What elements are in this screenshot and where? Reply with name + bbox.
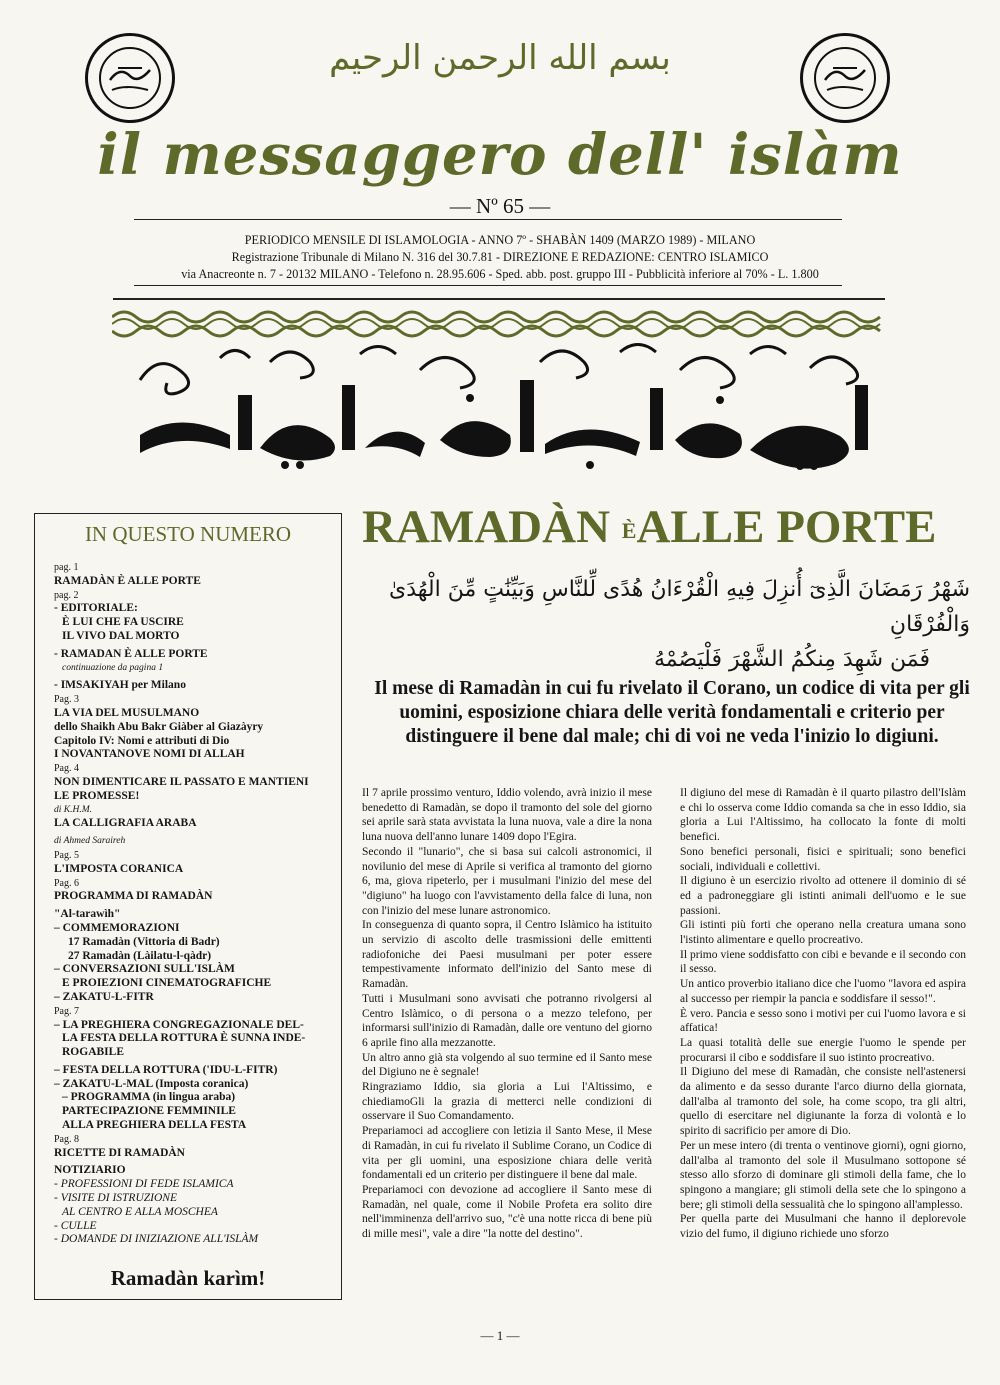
toc-box [34,513,342,1300]
toc-entry: NOTIZIARIO [54,1164,126,1177]
toc-entry: – ZAKATU-L-MAL (Imposta coranica) [54,1077,249,1090]
toc-entry: - IMSAKIYAH per Milano [54,679,186,692]
article-paragraph: Il digiuno del mese di Ramadàn è il quarto pilastro dell'Islàm e chi lo osserva come Iddio comanda sa che in esso Iddio, sia gloria a Lui l'Altissimo, ha collocato la fonte di molti benefici. [680,787,966,844]
toc-entry: RAMADÀN È ALLE PORTE [54,574,201,587]
toc-entry: LA FESTA DELLA ROTTURA È SUNNA INDE- [62,1032,306,1045]
toc-list [54,561,336,1247]
toc-entry: - VISITE DI ISTRUZIONE [54,1192,177,1205]
toc-entry: – COMMEMORAZIONI [54,921,180,934]
toc-entry: LA CALLIGRAFIA ARABA [54,817,197,830]
rule-bottom [134,285,842,286]
toc-entry: E PROIEZIONI CINEMATOGRAFICHE [62,977,272,990]
toc-entry: 17 Ramadàn (Vittoria di Badr) [68,935,220,948]
greeting: Ramadàn karìm! [110,1266,266,1290]
ramadan-kareem-calligraphy [120,340,890,475]
info-line-2: Registrazione Tribunale di Milano N. 316 del 30.7.81 - DIREZIONE E REDAZIONE: CENTRO ISLAMICO [231,250,769,264]
article-paragraph: Ringraziamo Iddio, sia gloria a Lui l'Altissimo, e chiediamoGli la grazia di metterci nelle condizioni di osservare il Suo Comandamento. [362,1081,652,1123]
article-column-2 [680,786,966,1242]
toc-entry: "Al-tarawìh" [54,908,121,921]
article-paragraph: Un antico proverbio italiano dice che l'uomo "lavora ed aspira al successo per riempir la pancia e soddisfare il sesso!". [680,978,966,1005]
toc-entry: – FESTA DELLA ROTTURA ('IDU-L-FITR) [54,1063,278,1076]
toc-entry: PROGRAMMA DI RAMADÀN [54,890,213,903]
toc-entry: LA VIA DEL MUSULMANO [54,706,200,719]
toc-entry: LE PROMESSE! [54,789,140,802]
toc-entry: dello Shaikh Abu Bakr Giàber al Giazàyry [54,720,264,733]
toc-entry: - PROFESSIONI DI FEDE ISLAMICA [54,1178,234,1191]
toc-entry: - RAMADAN È ALLE PORTE [54,647,208,660]
toc-entry: – CONVERSAZIONI SULL'ISLÀM [54,963,235,976]
toc-entry: IL VIVO DAL MORTO [62,629,180,642]
article-paragraph: Per quella parte dei Musulmani che hanno il deplorevole vizio del fumo, il digiuno richiede uno sforzo [680,1213,966,1241]
verse-line-2: فَمَن شَهِدَ مِنكُمُ الشَّهْرَ فَلْيَصُمْهُ [653,647,930,672]
article-paragraph: Prepariamoci ad accogliere con letizia il Santo Mese, il Mese di Ramadàn, in cui fu rivelato il Sublime Corano, un Codice di vita per gli uomini, una esposizione chiara delle verità fondamentali ed un criterio per distinguere il bene dal male. [362,1125,652,1182]
headline-part-1: RAMADÀN [362,501,622,553]
toc-entry: - CULLE [54,1219,97,1232]
basmala: بسم الله الرحمن الرحيم [329,38,671,78]
toc-entry: È LUI CHE FA USCIRE [62,616,184,629]
info-line-3: via Anacreonte n. 7 - 20132 MILANO - Telefono n. 28.95.606 - Sped. abb. post. gruppo III - Pubblicità inferiore al 70% - L. 1.800 [181,267,819,281]
toc-entry: NON DIMENTICARE IL PASSATO E MANTIENI [54,775,309,788]
toc-entry: Pag. 4 [54,763,79,775]
toc-entry: L'IMPOSTA CORANICA [54,862,184,875]
article-subhead: Il mese di Ramadàn in cui fu rivelato il Corano, un codice di vita per gli uomini, esposizione chiara delle verità fondamentali e criterio per distinguere il bene dal male; chi di voi ne veda l'inizio lo digiuni. [374,678,970,747]
article-paragraph: Il digiuno è un esercizio rivolto ad ottenere il dominio di sé ed a padroneggiare gli istinti animali dell'uomo e le sue passioni. [680,875,966,917]
article-paragraph: La quasi totalità delle sue energie l'uomo le spende per procurarsi il cibo e soddisfare il suo istinto procreativo. [680,1036,966,1064]
issue-number: — Nº 65 — [449,194,551,218]
article-paragraph: Gli istinti più forti che operano nella creatura umana sono l'istinto alimentare e quello procreativo. [680,919,966,947]
toc-entry: 27 Ramadàn (Làilatu-l-qàdr) [68,949,212,962]
article-paragraph: Il 7 aprile prossimo venturo, Iddio volendo, avrà inizio il mese benedetto di Ramadàn, se dopo il tramonto del sole del giorno sei aprile sarà stata avvistata la luna nuova, vale a dire la nona luna nuova dell'anno lunare 1409 dopo l'Egira. [362,787,652,844]
toc-entry: Pag. 5 [54,849,79,861]
quran-verse [370,572,970,677]
article-paragraph: Un altro anno già sta volgendo al suo termine ed il Santo mese del Digiuno ne è segnale! [362,1051,652,1079]
headline-part-2: ALLE PORTE [636,501,937,553]
toc-entry: Pag. 3 [54,694,79,706]
article-paragraph: Tutti i Musulmani sono avvisati che potranno rivolgersi al Centro Islàmico, o di persona o a mezzo telefono, per informarsi sull'inizio di Ramadàn, dalle ore ventuno del giorno 6 aprile fino alla mezzanotte. [362,992,652,1049]
publication-info [130,232,870,283]
article-paragraph: Il Digiuno del mese di Ramadàn, che consiste nell'astenersi da alimento e da sesso durante l'arco diurno della giornata, dall'alba al tramonto del sole, ha come scopo, tra gli altri, quello di esercitare nel digiunante la forza di volontà e lo spirito di sacrificio per amore di Dio. [680,1066,966,1138]
toc-entry: – ZAKATU-L-FITR [54,990,154,1003]
toc-entry: pag. 2 [54,589,79,601]
verse-line-1: شَهْرُ رَمَضَانَ الَّذِىٓ أُنزِلَ فِيهِ الْقُرْءَانُ هُدًى لِّلنَّاسِ وَبَيِّنَٰتٍ مِّنَ الْهُدَىٰ وَالْفُرْقَانِ [388,577,970,637]
article-column-1 [362,786,652,1242]
toc-entry: – LA PREGHIERA CONGREGAZIONALE DEL- [54,1018,304,1031]
article-paragraph: Per un mese intero (di trenta o ventinove giorni), ogni giorno, dall'alba al tramonto del sole il Musulmano sottopone sé stesso allo sforzo di dominare gli stimoli della fame, che lo spingono a mangiare; gli stimoli della sete che lo spingono a bere; gli stimoli della sessualità che lo spingono all'amplesso. [680,1139,966,1211]
article-paragraph: Il primo viene soddisfatto con cibi e bevande e il secondo con il sesso. [680,948,966,976]
toc-entry: Capitolo IV: Nomi e attributi di Dio [54,734,230,747]
toc-entry: ROGABILE [62,1046,124,1059]
braid-ornament [112,309,888,339]
rule-top [134,219,842,220]
toc-entry: RICETTE DI RAMADÀN [54,1146,185,1159]
toc-entry: - EDITORIALE: [54,602,138,615]
toc-entry: pag. 1 [54,562,79,573]
toc-entry: Pag. 7 [54,1005,79,1017]
toc-entry: ALLA PREGHIERA DELLA FESTA [62,1119,247,1132]
page-number: — 1 — [480,1328,520,1343]
toc-entry: PARTECIPAZIONE FEMMINILE [62,1105,236,1118]
toc-title: IN QUESTO NUMERO [84,522,292,546]
toc-entry: Pag. 8 [54,1133,79,1145]
article-paragraph: Sono benefici personali, fisici e spirituali; sono benefici sociali, individuali e collettivi. [680,845,966,873]
toc-entry: di Ahmed Saraireh [54,836,126,847]
article-paragraph: In conseguenza di quanto sopra, il Centro Islàmico ha istituito un servizio di ascolto delle trasmissioni delle emittenti radiofoniche dei Paesi musulmani per poter essere tempestivamente informato dell'inizio del Santo mese di Ramadàn. [362,919,652,991]
article-paragraph: È vero. Pancia e sesso sono i motivi per cui l'uomo lavora e si affatica! [680,1007,966,1035]
toc-entry: - DOMANDE DI INIZIAZIONE ALL'ISLÀM [54,1233,259,1246]
article-paragraph: Secondo il "lunario", che si basa sui calcoli astronomici, il novilunio del mese di Aprile si verifica al tramonto del giorno 6, ma, giova ripeterlo, per i musulmani l'inizio del mese del "digiuno" ha luogo con l'avvistamento della falce di luna, non con l'inizio del mese lunare astronomico. [362,845,652,917]
headline-e: È [621,518,637,544]
toc-entry: continuazione da pagina 1 [62,662,164,673]
toc-entry: AL CENTRO E ALLA MOSCHEA [62,1205,218,1218]
toc-entry: – PROGRAMMA (in lingua araba) [62,1091,236,1104]
toc-entry: I NOVANTANOVE NOMI DI ALLAH [54,748,245,761]
rule-thick [113,298,885,300]
toc-entry: Pag. 6 [54,877,79,889]
masthead-title: il messaggero dell' islàm [97,122,903,188]
info-line-1: PERIODICO MENSILE DI ISLAMOLOGIA - ANNO 7º - SHABÀN 1409 (MARZO 1989) - MILANO [244,233,756,247]
toc-entry: di K.H.M. [54,804,92,815]
article-paragraph: Prepariamoci con devozione ad accogliere il Santo mese di Ramadàn, nel quale, come il Nobile Profeta era solito dire nell'imminenza dell'arrivo suo, "c'è una notte ricca di bene più di mille mesi", vale a dire "la notte del destino". [362,1183,652,1241]
article-headline [362,500,992,554]
